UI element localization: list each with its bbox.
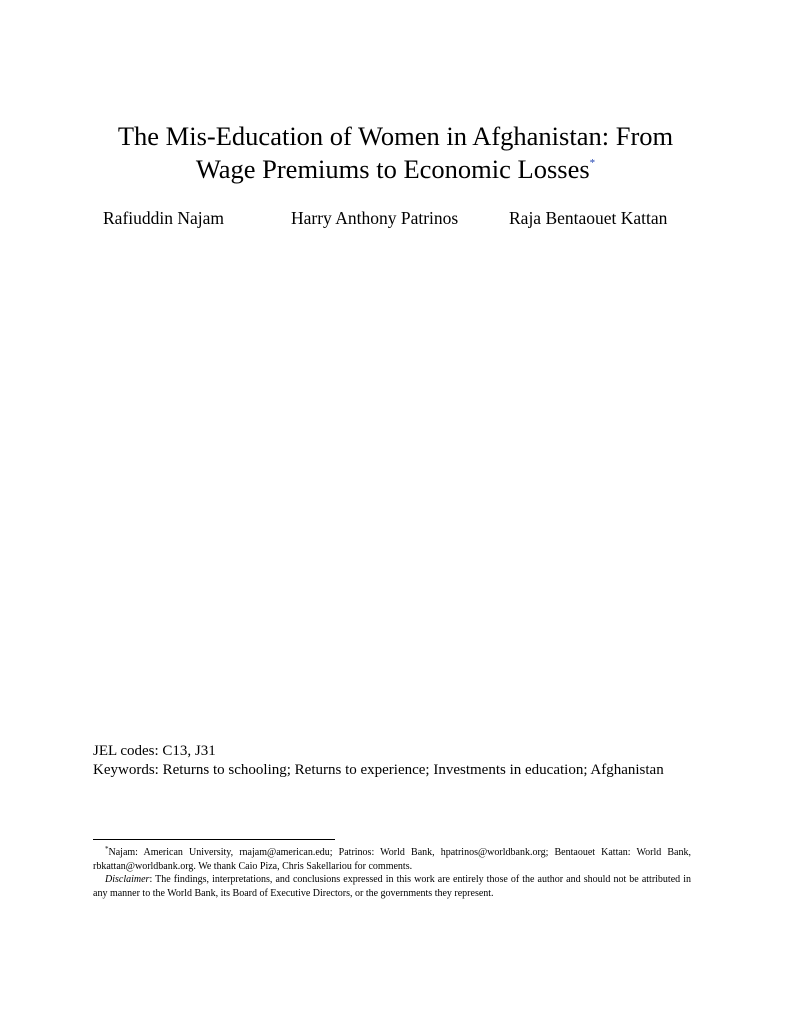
- author-name: Raja Bentaouet Kattan: [509, 208, 668, 228]
- paper-title-line-2: [0, 153, 791, 186]
- footnote-marker: *: [105, 845, 109, 853]
- paper-title-line-1: The Mis-Education of Women in Afghanistan: From: [117, 121, 674, 151]
- keywords: Keywords: Returns to schooling; Returns to experience; Investments in education; Afghanistan: [93, 762, 664, 778]
- footnote-disclaimer: [93, 873, 691, 900]
- footnote-divider: [93, 839, 335, 840]
- author-name: Harry Anthony Patrinos: [291, 208, 459, 228]
- paper-title: [0, 120, 791, 186]
- title-footnote-marker[interactable]: *: [589, 157, 596, 169]
- disclaimer-label: Disclaimer: [105, 874, 150, 885]
- author-name: Rafiuddin Najam: [103, 208, 225, 228]
- disclaimer-text: : The findings, interpretations, and conclusions expressed in this work are entirely those of the author and should not be attributed in any manner to the World Bank, its Board of Executive Directors, or the governments they represent.: [93, 874, 691, 899]
- footnote-affiliations: [93, 846, 691, 873]
- footnote-affiliations-text: Najam: American University, rnajam@american.edu; Patrinos: World Bank, hpatrinos@worldbank.org; Bentaouet Kattan: World Bank, rbkattan@worldbank.org. We thank Caio Piza, Chris Sakellariou for comments.: [93, 847, 691, 872]
- paper-title-line-2-text: Wage Premiums to Economic Losses: [195, 154, 590, 184]
- jel-codes: JEL codes: C13, J31: [93, 743, 216, 759]
